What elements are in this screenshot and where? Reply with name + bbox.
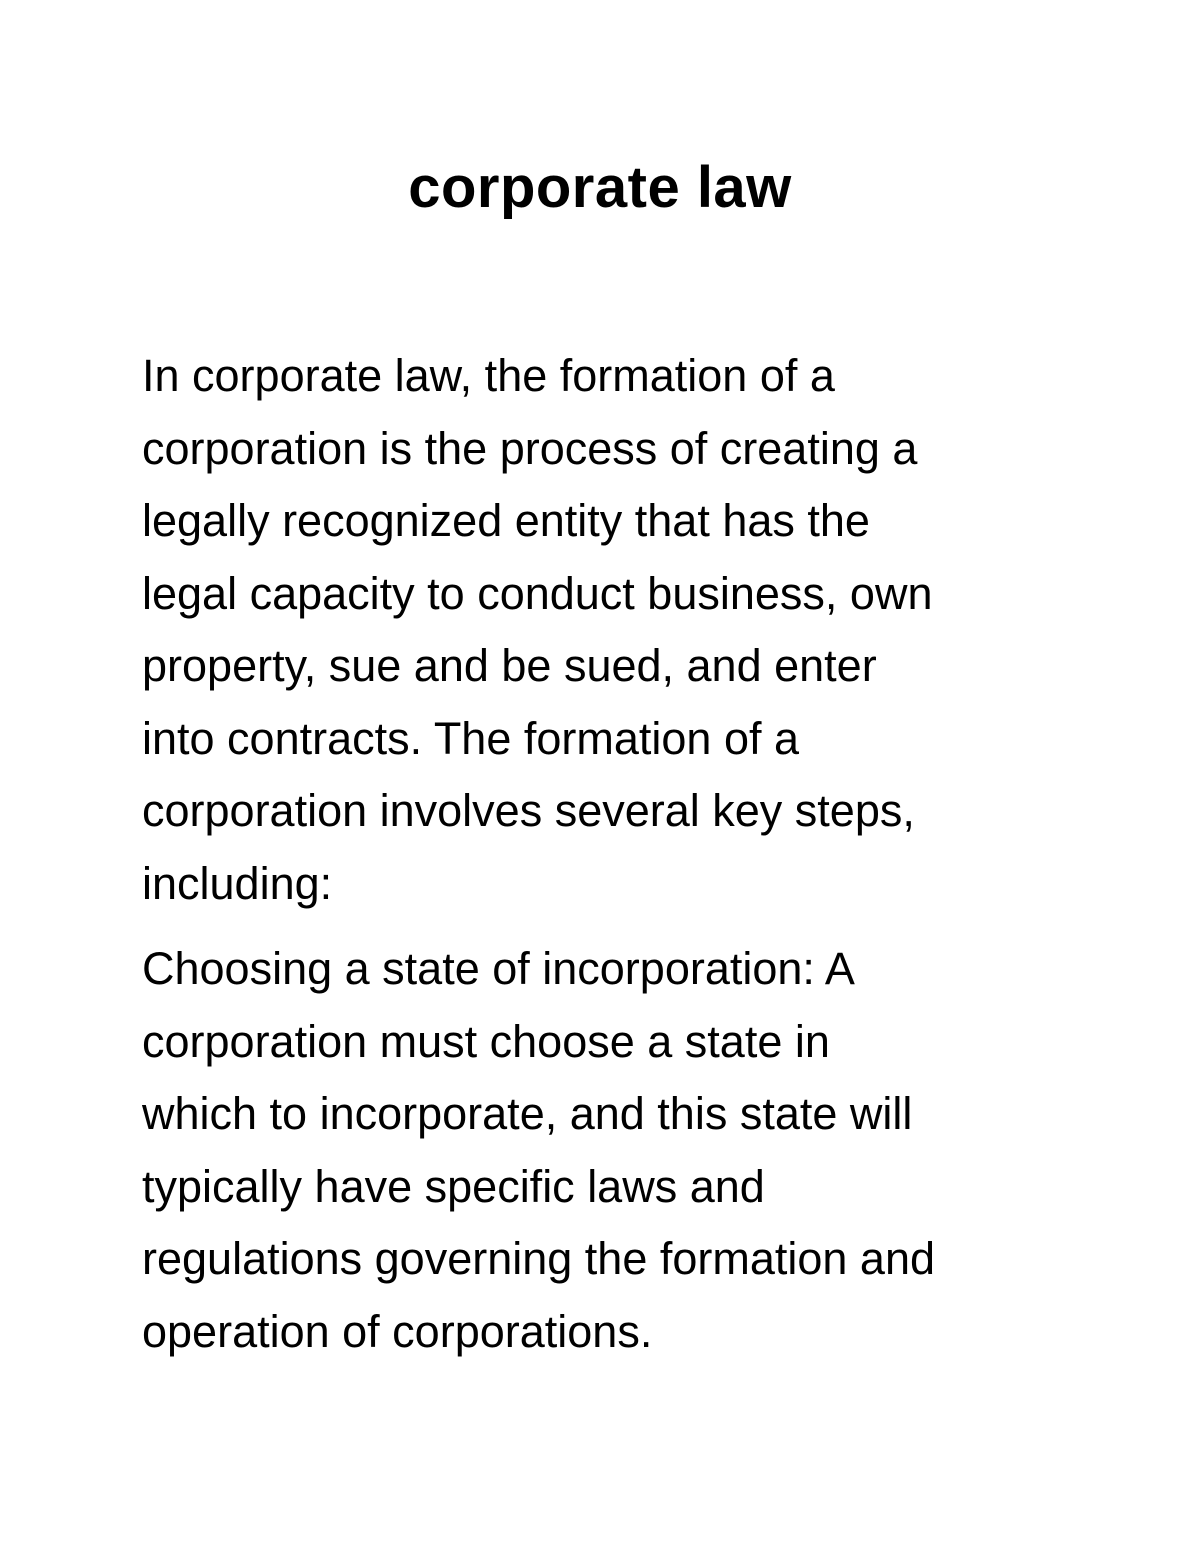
paragraph-line: into contracts. The formation of a	[142, 712, 800, 764]
document-title: corporate law	[408, 155, 792, 220]
paragraph-line: operation of corporations.	[142, 1305, 653, 1357]
paragraph-line: regulations governing the formation and	[142, 1233, 936, 1284]
paragraph-line: In corporate law, the formation of a	[142, 350, 835, 401]
paragraph-line: including:	[142, 857, 333, 909]
paragraph-line: corporation must choose a state in	[142, 1015, 830, 1067]
paragraph-formation-intro	[142, 340, 1062, 920]
paragraph-line: corporation is the process of creating a	[142, 422, 918, 474]
paragraph-line: legally recognized entity that has the	[142, 495, 870, 546]
paragraph-line: Choosing a state of incorporation: A	[142, 943, 855, 994]
paragraph-line: which to incorporate, and this state will	[142, 1088, 913, 1139]
paragraph-choosing-state	[142, 933, 1062, 1368]
paragraph-line: property, sue and be sued, and enter	[142, 640, 877, 691]
paragraph-line: typically have specific laws and	[142, 1160, 765, 1212]
paragraph-line: legal capacity to conduct business, own	[142, 567, 933, 619]
paragraph-line: corporation involves several key steps,	[142, 785, 915, 836]
